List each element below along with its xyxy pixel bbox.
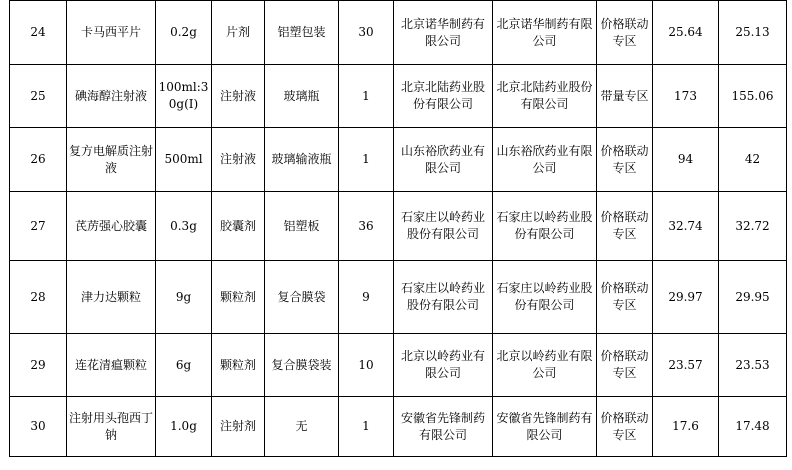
drug-name: 卡马西平片 — [67, 1, 156, 65]
dosage-form: 颗粒剂 — [212, 261, 265, 334]
drug-spec: 0.2g — [156, 1, 212, 65]
price-1: 17.6 — [653, 397, 719, 457]
row-number: 24 — [10, 1, 67, 65]
table-row — [10, 1, 787, 65]
price-2: 32.72 — [719, 192, 787, 261]
dosage-form: 注射剂 — [212, 397, 265, 457]
table-row — [10, 397, 787, 457]
dosage-form: 注射液 — [212, 65, 265, 128]
procurement-zone: 价格联动专区 — [597, 128, 653, 192]
applicant: 石家庄以岭药业股份有限公司 — [493, 192, 597, 261]
drug-spec: 9g — [156, 261, 212, 334]
row-number: 27 — [10, 192, 67, 261]
price-1: 32.74 — [653, 192, 719, 261]
pack-quantity: 10 — [339, 334, 394, 397]
price-1: 25.64 — [653, 1, 719, 65]
drug-name: 津力达颗粒 — [67, 261, 156, 334]
dosage-form: 胶囊剂 — [212, 192, 265, 261]
procurement-zone: 价格联动专区 — [597, 397, 653, 457]
procurement-zone: 价格联动专区 — [597, 192, 653, 261]
pack-quantity: 1 — [339, 397, 394, 457]
applicant: 北京以岭药业有限公司 — [493, 334, 597, 397]
row-number: 26 — [10, 128, 67, 192]
drug-spec: 6g — [156, 334, 212, 397]
manufacturer: 北京以岭药业有限公司 — [394, 334, 493, 397]
table-row — [10, 192, 787, 261]
row-number: 25 — [10, 65, 67, 128]
pack-quantity: 1 — [339, 65, 394, 128]
manufacturer: 石家庄以岭药业股份有限公司 — [394, 261, 493, 334]
dosage-form: 注射液 — [212, 128, 265, 192]
price-2: 17.48 — [719, 397, 787, 457]
drug-spec: 0.3g — [156, 192, 212, 261]
pack-quantity: 36 — [339, 192, 394, 261]
row-number: 29 — [10, 334, 67, 397]
row-number: 28 — [10, 261, 67, 334]
packaging: 铝塑板 — [265, 192, 339, 261]
dosage-form: 颗粒剂 — [212, 334, 265, 397]
dosage-form: 片剂 — [212, 1, 265, 65]
drug-spec: 500ml — [156, 128, 212, 192]
table-row — [10, 128, 787, 192]
price-1: 23.57 — [653, 334, 719, 397]
procurement-zone: 价格联动专区 — [597, 334, 653, 397]
price-1: 173 — [653, 65, 719, 128]
table-row — [10, 334, 787, 397]
drug-price-table — [9, 0, 787, 457]
price-2: 42 — [719, 128, 787, 192]
applicant: 北京北陆药业股份有限公司 — [493, 65, 597, 128]
drug-name: 连花清瘟颗粒 — [67, 334, 156, 397]
packaging: 无 — [265, 397, 339, 457]
price-2: 25.13 — [719, 1, 787, 65]
procurement-zone: 带量专区 — [597, 65, 653, 128]
packaging: 玻璃输液瓶 — [265, 128, 339, 192]
applicant: 安徽省先锋制药有限公司 — [493, 397, 597, 457]
drug-name: 复方电解质注射液 — [67, 128, 156, 192]
manufacturer: 北京诺华制药有限公司 — [394, 1, 493, 65]
pack-quantity: 30 — [339, 1, 394, 65]
procurement-zone: 价格联动专区 — [597, 261, 653, 334]
price-2: 155.06 — [719, 65, 787, 128]
procurement-zone: 价格联动专区 — [597, 1, 653, 65]
price-2: 29.95 — [719, 261, 787, 334]
row-number: 30 — [10, 397, 67, 457]
table-row — [10, 261, 787, 334]
table-row — [10, 65, 787, 128]
price-2: 23.53 — [719, 334, 787, 397]
drug-spec: 1.0g — [156, 397, 212, 457]
manufacturer: 石家庄以岭药业股份有限公司 — [394, 192, 493, 261]
packaging: 玻璃瓶 — [265, 65, 339, 128]
drug-spec: 100ml:30g(Ⅰ) — [156, 65, 212, 128]
applicant: 山东裕欣药业有限公司 — [493, 128, 597, 192]
packaging: 铝塑包装 — [265, 1, 339, 65]
applicant: 北京诺华制药有限公司 — [493, 1, 597, 65]
pack-quantity: 1 — [339, 128, 394, 192]
drug-name: 注射用头孢西丁钠 — [67, 397, 156, 457]
drug-name: 碘海醇注射液 — [67, 65, 156, 128]
price-1: 94 — [653, 128, 719, 192]
manufacturer: 安徽省先锋制药有限公司 — [394, 397, 493, 457]
pack-quantity: 9 — [339, 261, 394, 334]
drug-name: 芪苈强心胶囊 — [67, 192, 156, 261]
applicant: 石家庄以岭药业股份有限公司 — [493, 261, 597, 334]
manufacturer: 北京北陆药业股份有限公司 — [394, 65, 493, 128]
price-1: 29.97 — [653, 261, 719, 334]
packaging: 复合膜袋装 — [265, 334, 339, 397]
manufacturer: 山东裕欣药业有限公司 — [394, 128, 493, 192]
packaging: 复合膜袋 — [265, 261, 339, 334]
